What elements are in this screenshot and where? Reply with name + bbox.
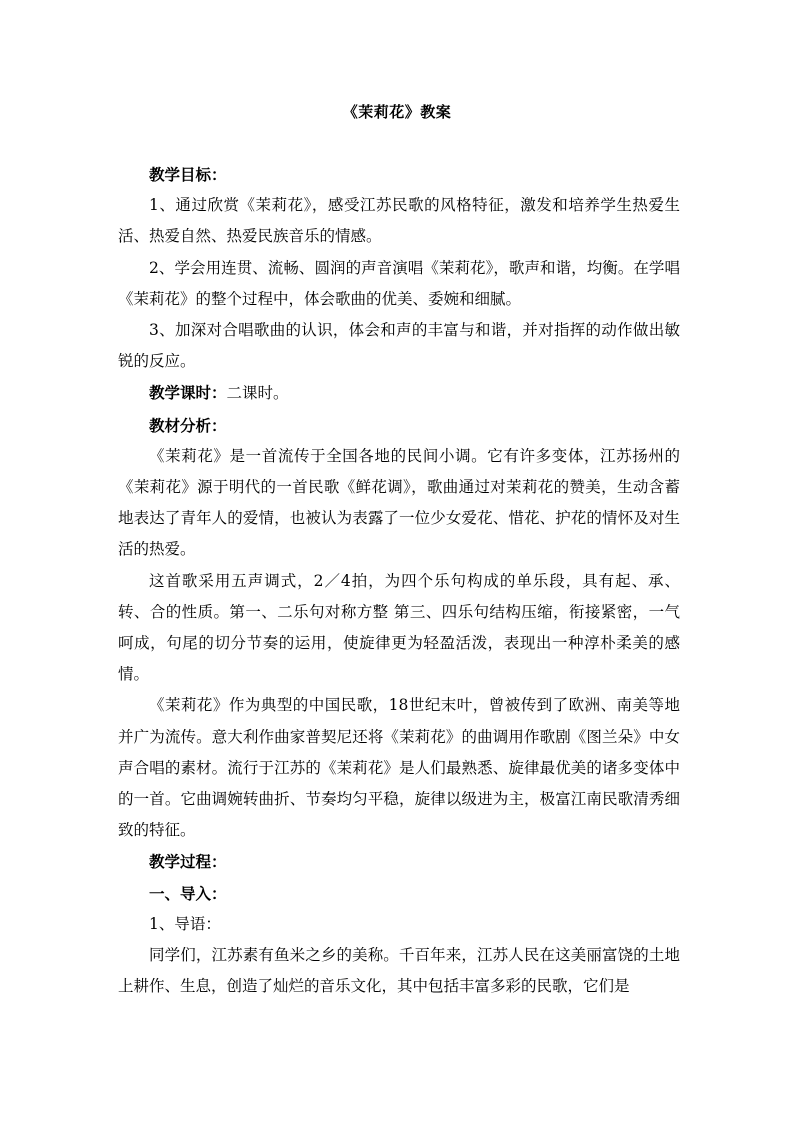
section-heading-process: 教学过程： xyxy=(149,852,227,872)
paragraph-intro-text: 同学们，江苏素有鱼米之乡的美称。千百年来，江苏人民在这美丽富饶的土地上耕作、生息，创造了灿烂的音乐文化，其中包括丰富多彩的民歌，它们是 xyxy=(118,946,680,996)
paragraph-analysis-2: 这首歌采用五声调式，2／4拍，为四个乐句构成的单乐段，具有起、承、转、合的性质。第一、二乐句对称方整 第三、四乐句结构压缩，衔接紧密，一气呵成，句尾的切分节奏的运用，使旋律更为轻盈活泼，表现出一种淳朴柔美的感情。 xyxy=(118,571,680,684)
paragraph-intro-sub: 1、导语： xyxy=(149,914,221,933)
paragraph-goal-1: 1、通过欣赏《茉莉花》，感受江苏民歌的风格特征，激发和培养学生热爱生活、热爱自然、热爱民族音乐的情感。 xyxy=(118,196,680,246)
section-heading-intro: 一、导入： xyxy=(149,883,227,903)
paragraph-goal-2: 2、学会用连贯、流畅、圆润的声音演唱《茉莉花》，歌声和谐，均衡。在学唱《茉莉花》的整个过程中，体会歌曲的优美、委婉和细腻。 xyxy=(118,258,680,308)
teaching-hours-label: 教学课时： xyxy=(149,383,227,403)
section-heading-goals: 教学目标： xyxy=(149,165,227,184)
section-heading-analysis: 教材分析： xyxy=(149,415,227,435)
paragraph-analysis-1: 《茉莉花》是一首流传于全国各地的民间小调。它有许多变体，江苏扬州的《茉莉花》源于明代的一首民歌《鲜花调》，歌曲通过对茉莉花的赞美，生动含蓄地表达了青年人的爱情，也被认为表露了一位少女爱花、惜花、护花的情怀及对生活的热爱。 xyxy=(118,446,680,559)
paragraph-teaching-hours xyxy=(118,377,680,409)
paragraph-goal-3: 3、加深对合唱歌曲的认识，体会和声的丰富与和谐，并对指挥的动作做出敏锐的反应。 xyxy=(118,321,680,371)
document-title: 《茉莉花》教案 xyxy=(342,103,452,121)
paragraph-analysis-3: 《茉莉花》作为典型的中国民歌，18世纪末叶，曾被传到了欧洲、南美等地并广为流传。意大利作曲家普契尼还将《茉莉花》的曲调用作歌剧《图兰朵》中女声合唱的素材。流行于江苏的《茉莉花》是人们最熟悉、旋律最优美的诸多变体中的一首。它曲调婉转曲折、节奏均匀平稳，旋律以级进为主，极富江南民歌清秀细致的特征。 xyxy=(118,696,680,840)
teaching-hours-value: 二课时。 xyxy=(226,384,289,403)
document-body xyxy=(118,159,680,1002)
